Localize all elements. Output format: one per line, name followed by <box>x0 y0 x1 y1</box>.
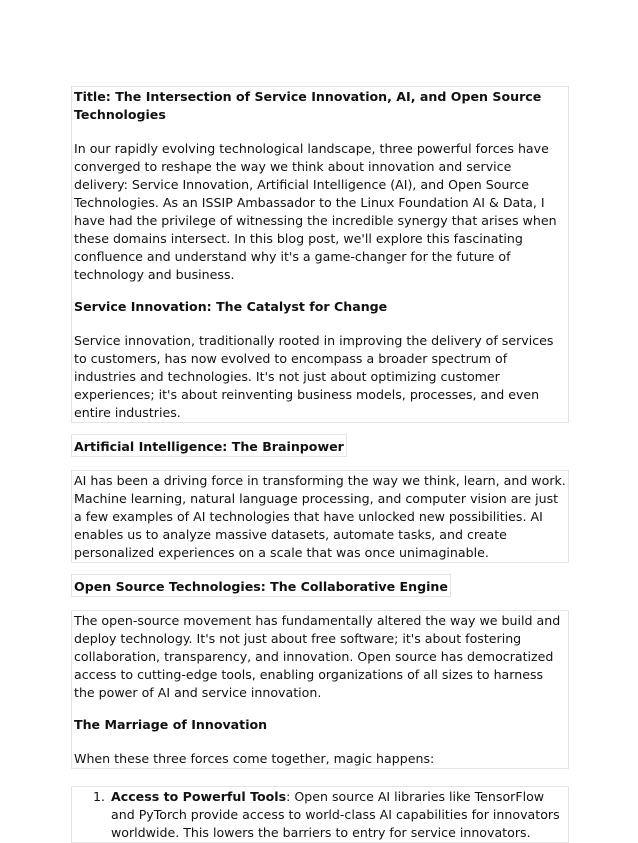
list-item-term: Access to Powerful Tools <box>111 789 287 804</box>
section-body-ai: AI has been a driving force in transforming the way we think, learn, and work. Machine learning, natural language processing, and computer vision are just a few examples of AI technologies that have unlocked new possibilities. AI enables us to analyze massive datasets, automate tasks, and create personalized experiences on a scale that was once unimaginable. <box>74 473 566 560</box>
list-item <box>73 788 567 842</box>
list-item-number: 1. <box>93 789 106 804</box>
section-heading-service-innovation: Service Innovation: The Catalyst for Change <box>74 299 388 314</box>
open-source-section <box>73 576 567 768</box>
numbered-list-box <box>73 788 567 842</box>
numbered-list <box>73 788 567 842</box>
list-item-body <box>111 788 567 842</box>
intro-paragraph: In our rapidly evolving technological landscape, three powerful forces have converged to reshape the way we think about innovation and service delivery: Service Innovation, Artificial Intelligence (AI), and Open Source Technologies. As an ISSIP Ambassador to the Linux Foundation AI & Data, I have had the privilege of witnessing the incredible synergy that arises when these domains intersect. In this blog post, we'll explore this fascinating confluence and understand why it's a game-changer for the future of technology and business. <box>74 141 557 282</box>
ai-section <box>73 436 567 562</box>
section-body-open-source: The open-source movement has fundamentally altered the way we build and deploy technology. It's not just about free software; it's about fostering collaboration, transparency, and innovation. Open source has democratized access to cutting-edge tools, enabling organizations of all sizes to harness the power of AI and service innovation. <box>74 613 561 700</box>
section-heading-ai: Artificial Intelligence: The Brainpower <box>74 439 344 454</box>
open-source-body-box <box>73 612 567 768</box>
ai-heading-box <box>73 436 345 456</box>
document-page <box>73 88 567 842</box>
title-block <box>73 88 567 422</box>
document-title: Title: The Intersection of Service Innovation, AI, and Open Source Technologies <box>74 89 542 122</box>
section-body-service-innovation: Service innovation, traditionally rooted in improving the delivery of services to customers, has now evolved to encompass a broader spectrum of industries and technologies. It's not just about optimizing customer experiences; it's about reinventing business models, processes, and even entire industries. <box>74 333 554 420</box>
ai-body-box <box>73 472 567 562</box>
section-body-marriage: When these three forces come together, magic happens: <box>74 751 435 766</box>
section-heading-open-source: Open Source Technologies: The Collaborative Engine <box>74 579 448 594</box>
list-item-text: : Open source AI libraries like TensorFlow and PyTorch provide access to world-class AI capabilities for innovators worldwide. This lowers the barriers to entry for service innovators. <box>111 789 560 840</box>
open-source-heading-box <box>73 576 449 596</box>
section-heading-marriage: The Marriage of Innovation <box>74 717 268 732</box>
